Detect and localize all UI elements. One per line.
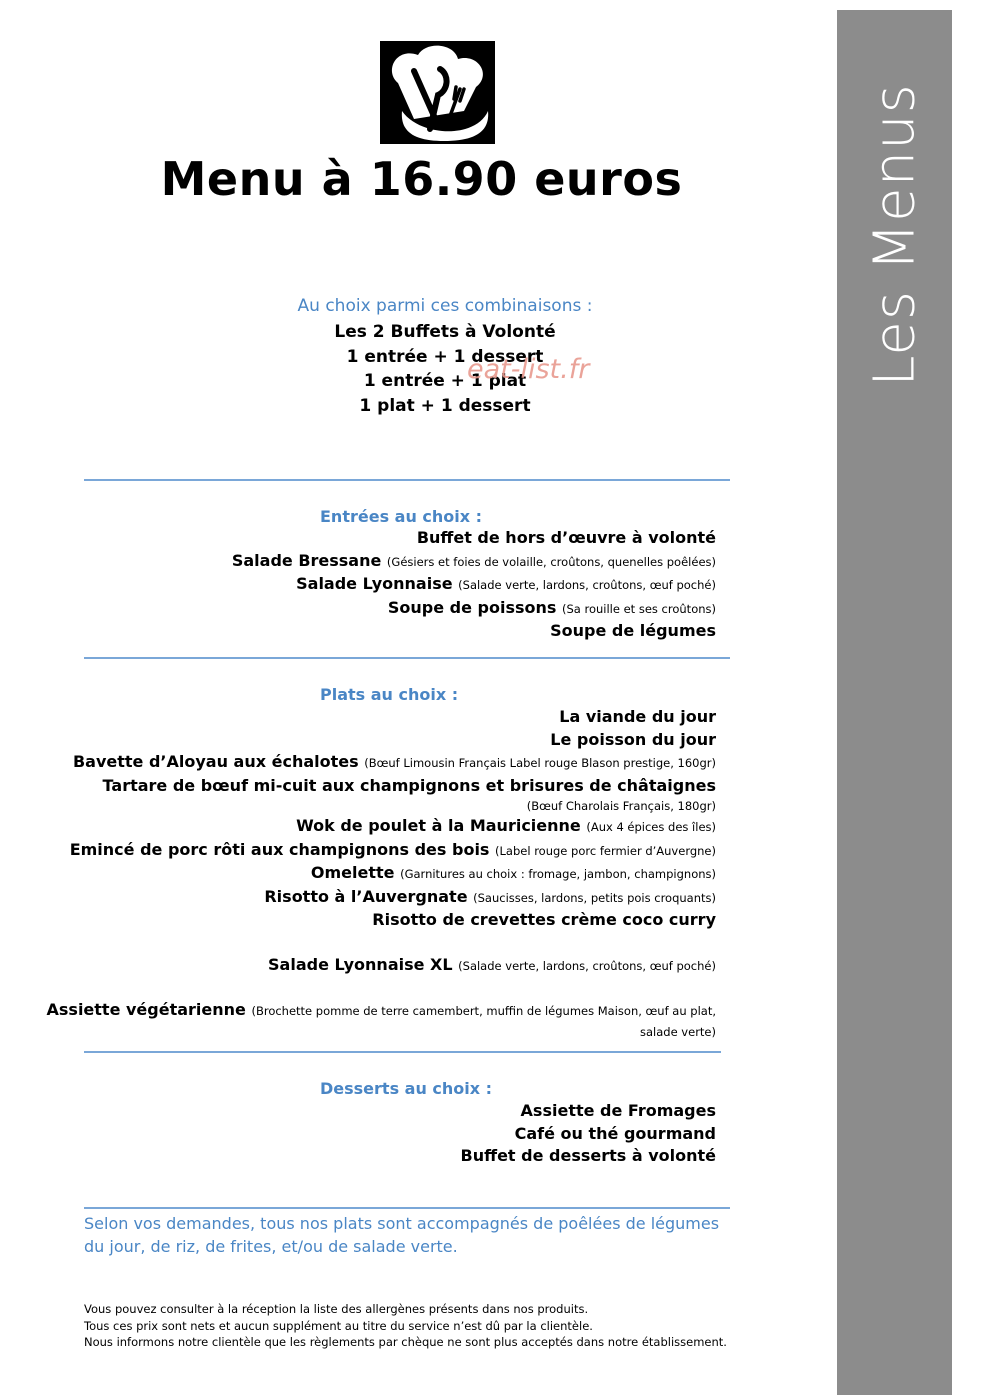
item-note: (Salade verte, lardons, croûtons, œuf poché) (458, 958, 716, 973)
menu-item (47, 729, 716, 752)
desserts-list (461, 1100, 716, 1168)
combinations-lead: Au choix parmi ces combinaisons : (297, 296, 593, 316)
menu-item (47, 839, 716, 863)
page-title: Menu à 16.90 euros (160, 152, 683, 206)
item-name: Buffet de desserts à volonté (460, 1146, 716, 1165)
desserts-label: Desserts au choix : (320, 1079, 493, 1098)
plats-label: Plats au choix : (320, 685, 459, 704)
watermark: eat-list.fr (467, 354, 590, 385)
menu-item (47, 909, 716, 932)
item-name: Soupe de poissons (387, 597, 557, 617)
item-note: (Brochette pomme de terre camembert, muffin de légumes Maison, œuf au plat, (251, 1004, 716, 1018)
menu-item (47, 886, 716, 910)
item-name: Salade Lyonnaise XL (268, 954, 453, 974)
combination-item: 1 plat + 1 dessert (359, 395, 531, 416)
combination-item: 1 entrée + 1 plat (363, 371, 527, 391)
combination-item: 1 entrée + 1 dessert (346, 346, 544, 367)
combination-item: Les 2 Buffets à Volonté (334, 322, 556, 342)
menu-item (461, 1100, 716, 1123)
legal-note: Tous ces prix sont nets et aucun supplément au titre du service n’est dû par la clientèle. (84, 1318, 593, 1333)
section-divider (84, 1207, 730, 1209)
item-name: La viande du jour (559, 707, 716, 726)
item-name: Buffet de hors d’œuvre à volonté (416, 528, 716, 547)
item-name: Assiette végétarienne (46, 1000, 246, 1019)
item-name: Assiette de Fromages (520, 1101, 716, 1120)
menu-item (47, 706, 716, 729)
legal-note: Vous pouvez consulter à la réception la liste des allergènes présents dans nos produits. (84, 1302, 589, 1316)
menu-item (232, 620, 716, 643)
menu-item (232, 527, 716, 550)
item-name: Bavette d’Aloyau aux échalotes (72, 752, 359, 771)
item-name: Salade Lyonnaise (296, 574, 453, 593)
item-note: (Bœuf Limousin Français Label rouge Blason prestige, 160gr) (364, 756, 716, 770)
sidebar-title: Les Menus (862, 83, 928, 387)
menu-item (232, 573, 716, 597)
section-divider (84, 657, 730, 659)
menu-item (461, 1145, 716, 1168)
chef-hat-utensils-icon (380, 41, 495, 144)
menu-item (232, 597, 716, 621)
menu-item (461, 1123, 716, 1146)
item-note: (Garnitures au choix : fromage, jambon, champignons) (400, 867, 716, 881)
item-name: Emincé de porc rôti aux champignons des bois (69, 839, 490, 859)
accompaniment-note: Selon vos demandes, tous nos plats sont accompagnés de poêlées de légumes du jour, de riz, de frites, et/ou de salade verte. (84, 1214, 720, 1256)
item-name: Tartare de bœuf mi-cuit aux champignons et brisures de châtaignes (102, 775, 716, 795)
item-name: Café ou thé gourmand (514, 1123, 716, 1143)
legal-notes (84, 1301, 727, 1351)
entrees-list (232, 527, 716, 643)
item-note: (Saucisses, lardons, petits pois croquants) (473, 890, 716, 905)
menu-item (47, 862, 716, 886)
item-note: (Salade verte, lardons, croûtons, œuf poché) (458, 578, 716, 592)
item-note: salade verte) (640, 1024, 716, 1039)
item-name: Omelette (310, 863, 395, 882)
menu-item (47, 999, 716, 1023)
item-name: Risotto de crevettes crème coco curry (372, 910, 716, 929)
menu-item (47, 775, 716, 798)
plats-list (47, 706, 716, 1041)
item-name: Salade Bressane (231, 550, 382, 570)
item-name: Le poisson du jour (550, 729, 716, 749)
item-note: (Bœuf Charolais Français, 180gr) (526, 799, 716, 813)
entrees-label: Entrées au choix : (320, 507, 483, 526)
item-name: Wok de poulet à la Mauricienne (296, 816, 581, 835)
item-name: Risotto à l’Auvergnate (264, 886, 468, 906)
item-note: (Sa rouille et ses croûtons) (562, 601, 716, 616)
section-divider (84, 479, 730, 481)
item-note: (Label rouge porc fermier d’Auvergne) (495, 843, 716, 858)
section-divider (84, 1051, 721, 1053)
item-note: (Aux 4 épices des îles) (586, 820, 716, 834)
sidebar-banner (837, 10, 952, 1395)
item-note: (Gésiers et foies de volaille, croûtons, quenelles poêlées) (386, 554, 716, 569)
item-name: Soupe de légumes (550, 621, 716, 640)
menu-item (47, 954, 716, 978)
legal-note: Nous informons notre clientèle que les règlements par chèque ne sont plus acceptés dans notre établissement. (84, 1335, 727, 1349)
menu-item (47, 815, 716, 839)
menu-item (47, 751, 716, 775)
menu-item (232, 550, 716, 574)
